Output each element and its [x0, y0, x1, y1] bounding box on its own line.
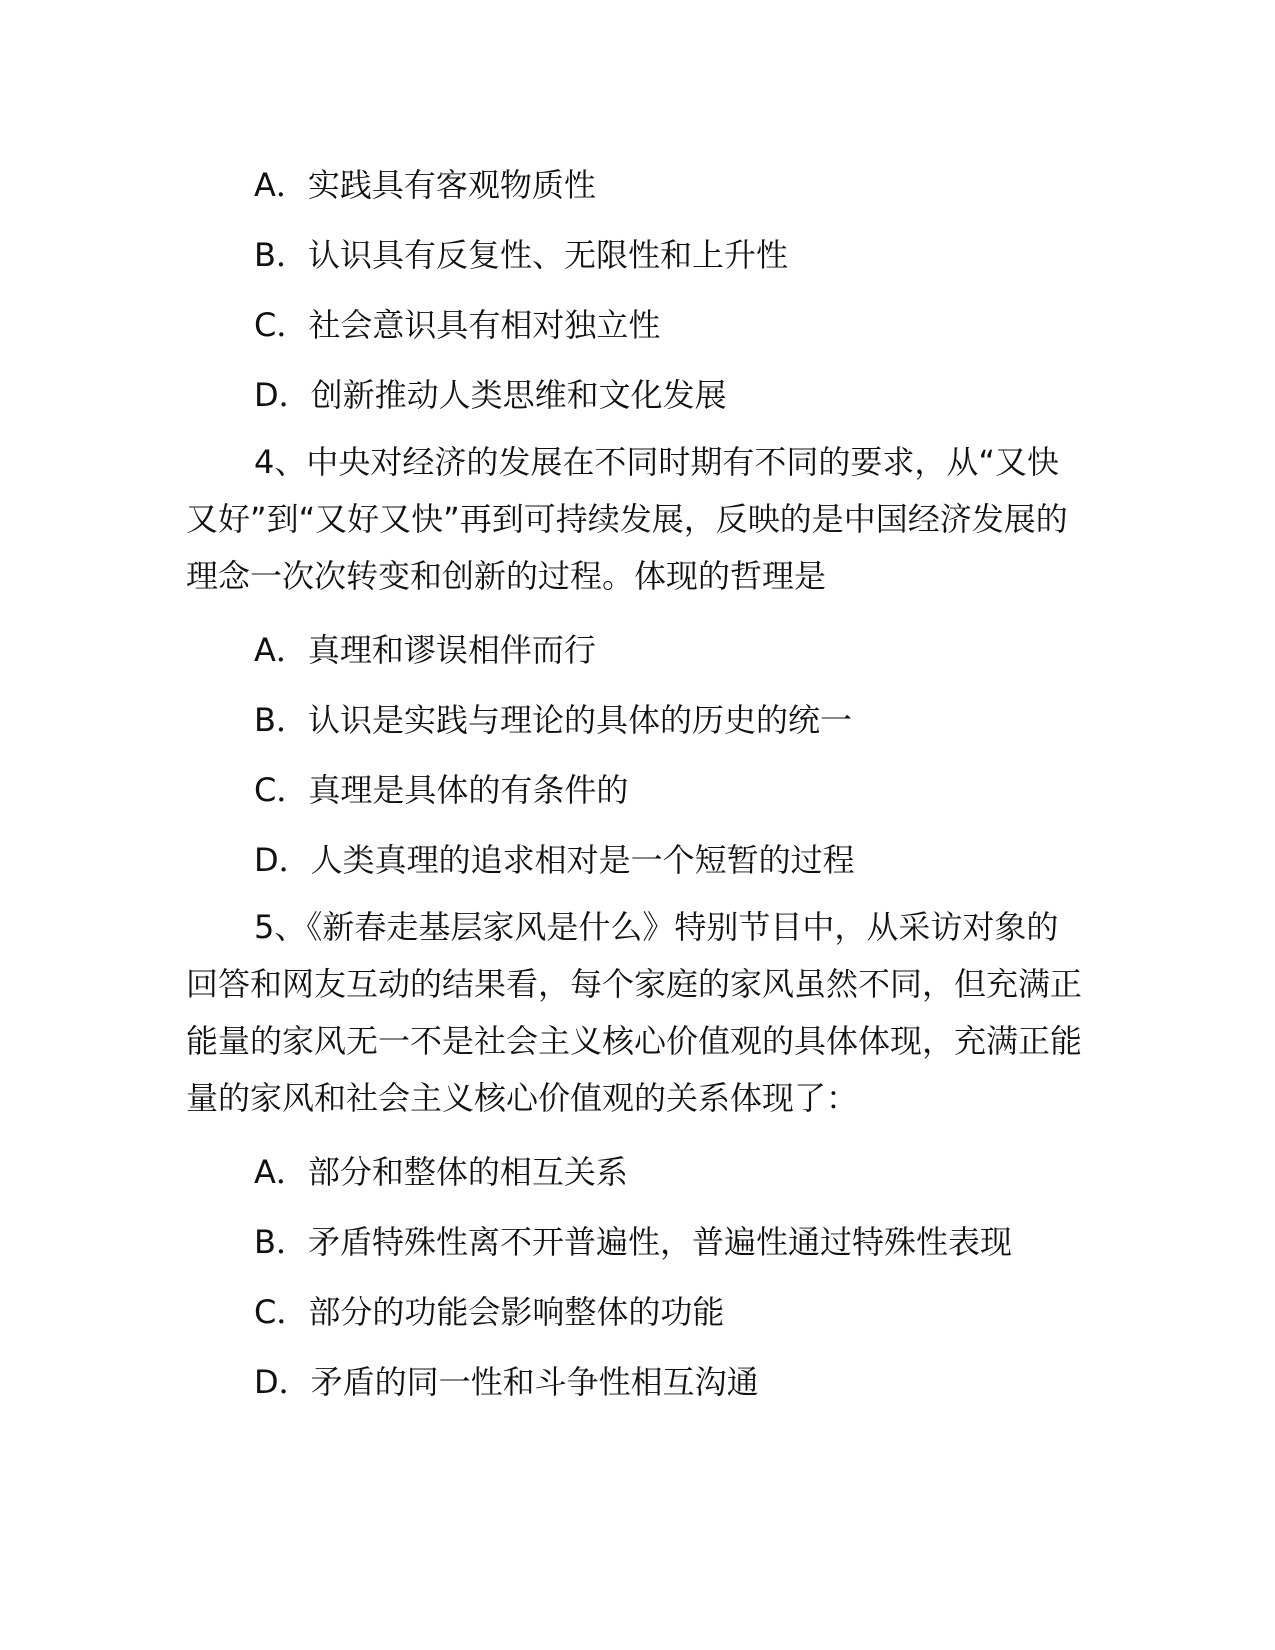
q4-option-a: A．真理和谬误相伴而行	[254, 631, 596, 669]
q5-option-c: C．部分的功能会影响整体的功能	[254, 1293, 725, 1331]
q4-stem: 4、中央对经济的发展在不同时期有不同的要求，从“又快又好”到“又好又快”再到可持续发展，反映的是中国经济发展的理念一次次转变和创新的过程。体现的哲理是	[186, 443, 1068, 595]
question-5	[186, 899, 1086, 1421]
q5-option-d: D．矛盾的同一性和斗争性相互沟通	[254, 1363, 759, 1401]
q4-option-b: B．认识是实践与理论的具体的历史的统一	[254, 701, 852, 739]
question-content	[186, 154, 1086, 1421]
q3-option-a: A．实践具有客观物质性	[254, 166, 596, 204]
q4-option-d: D．人类真理的追求相对是一个短暂的过程	[254, 841, 855, 879]
q3-option-c: C．社会意识具有相对独立性	[254, 306, 661, 344]
q5-option-b: B．矛盾特殊性离不开普遍性，普遍性通过特殊性表现	[254, 1223, 1012, 1261]
question-3-options	[186, 154, 1086, 434]
q3-option-b: B．认识具有反复性、无限性和上升性	[254, 236, 788, 274]
question-4	[186, 434, 1086, 899]
q5-option-a: A．部分和整体的相互关系	[254, 1153, 628, 1191]
q3-option-d: D．创新推动人类思维和文化发展	[254, 376, 727, 414]
q4-option-c: C．真理是具体的有条件的	[254, 771, 629, 809]
q5-stem: 5、《新春走基层家风是什么》特别节目中，从采访对象的回答和网友互动的结果看，每个家庭的家风虽然不同，但充满正能量的家风无一不是社会主义核心价值观的具体体现，充满正能量的家风和社会主义核心价值观的关系体现了：	[186, 908, 1083, 1117]
